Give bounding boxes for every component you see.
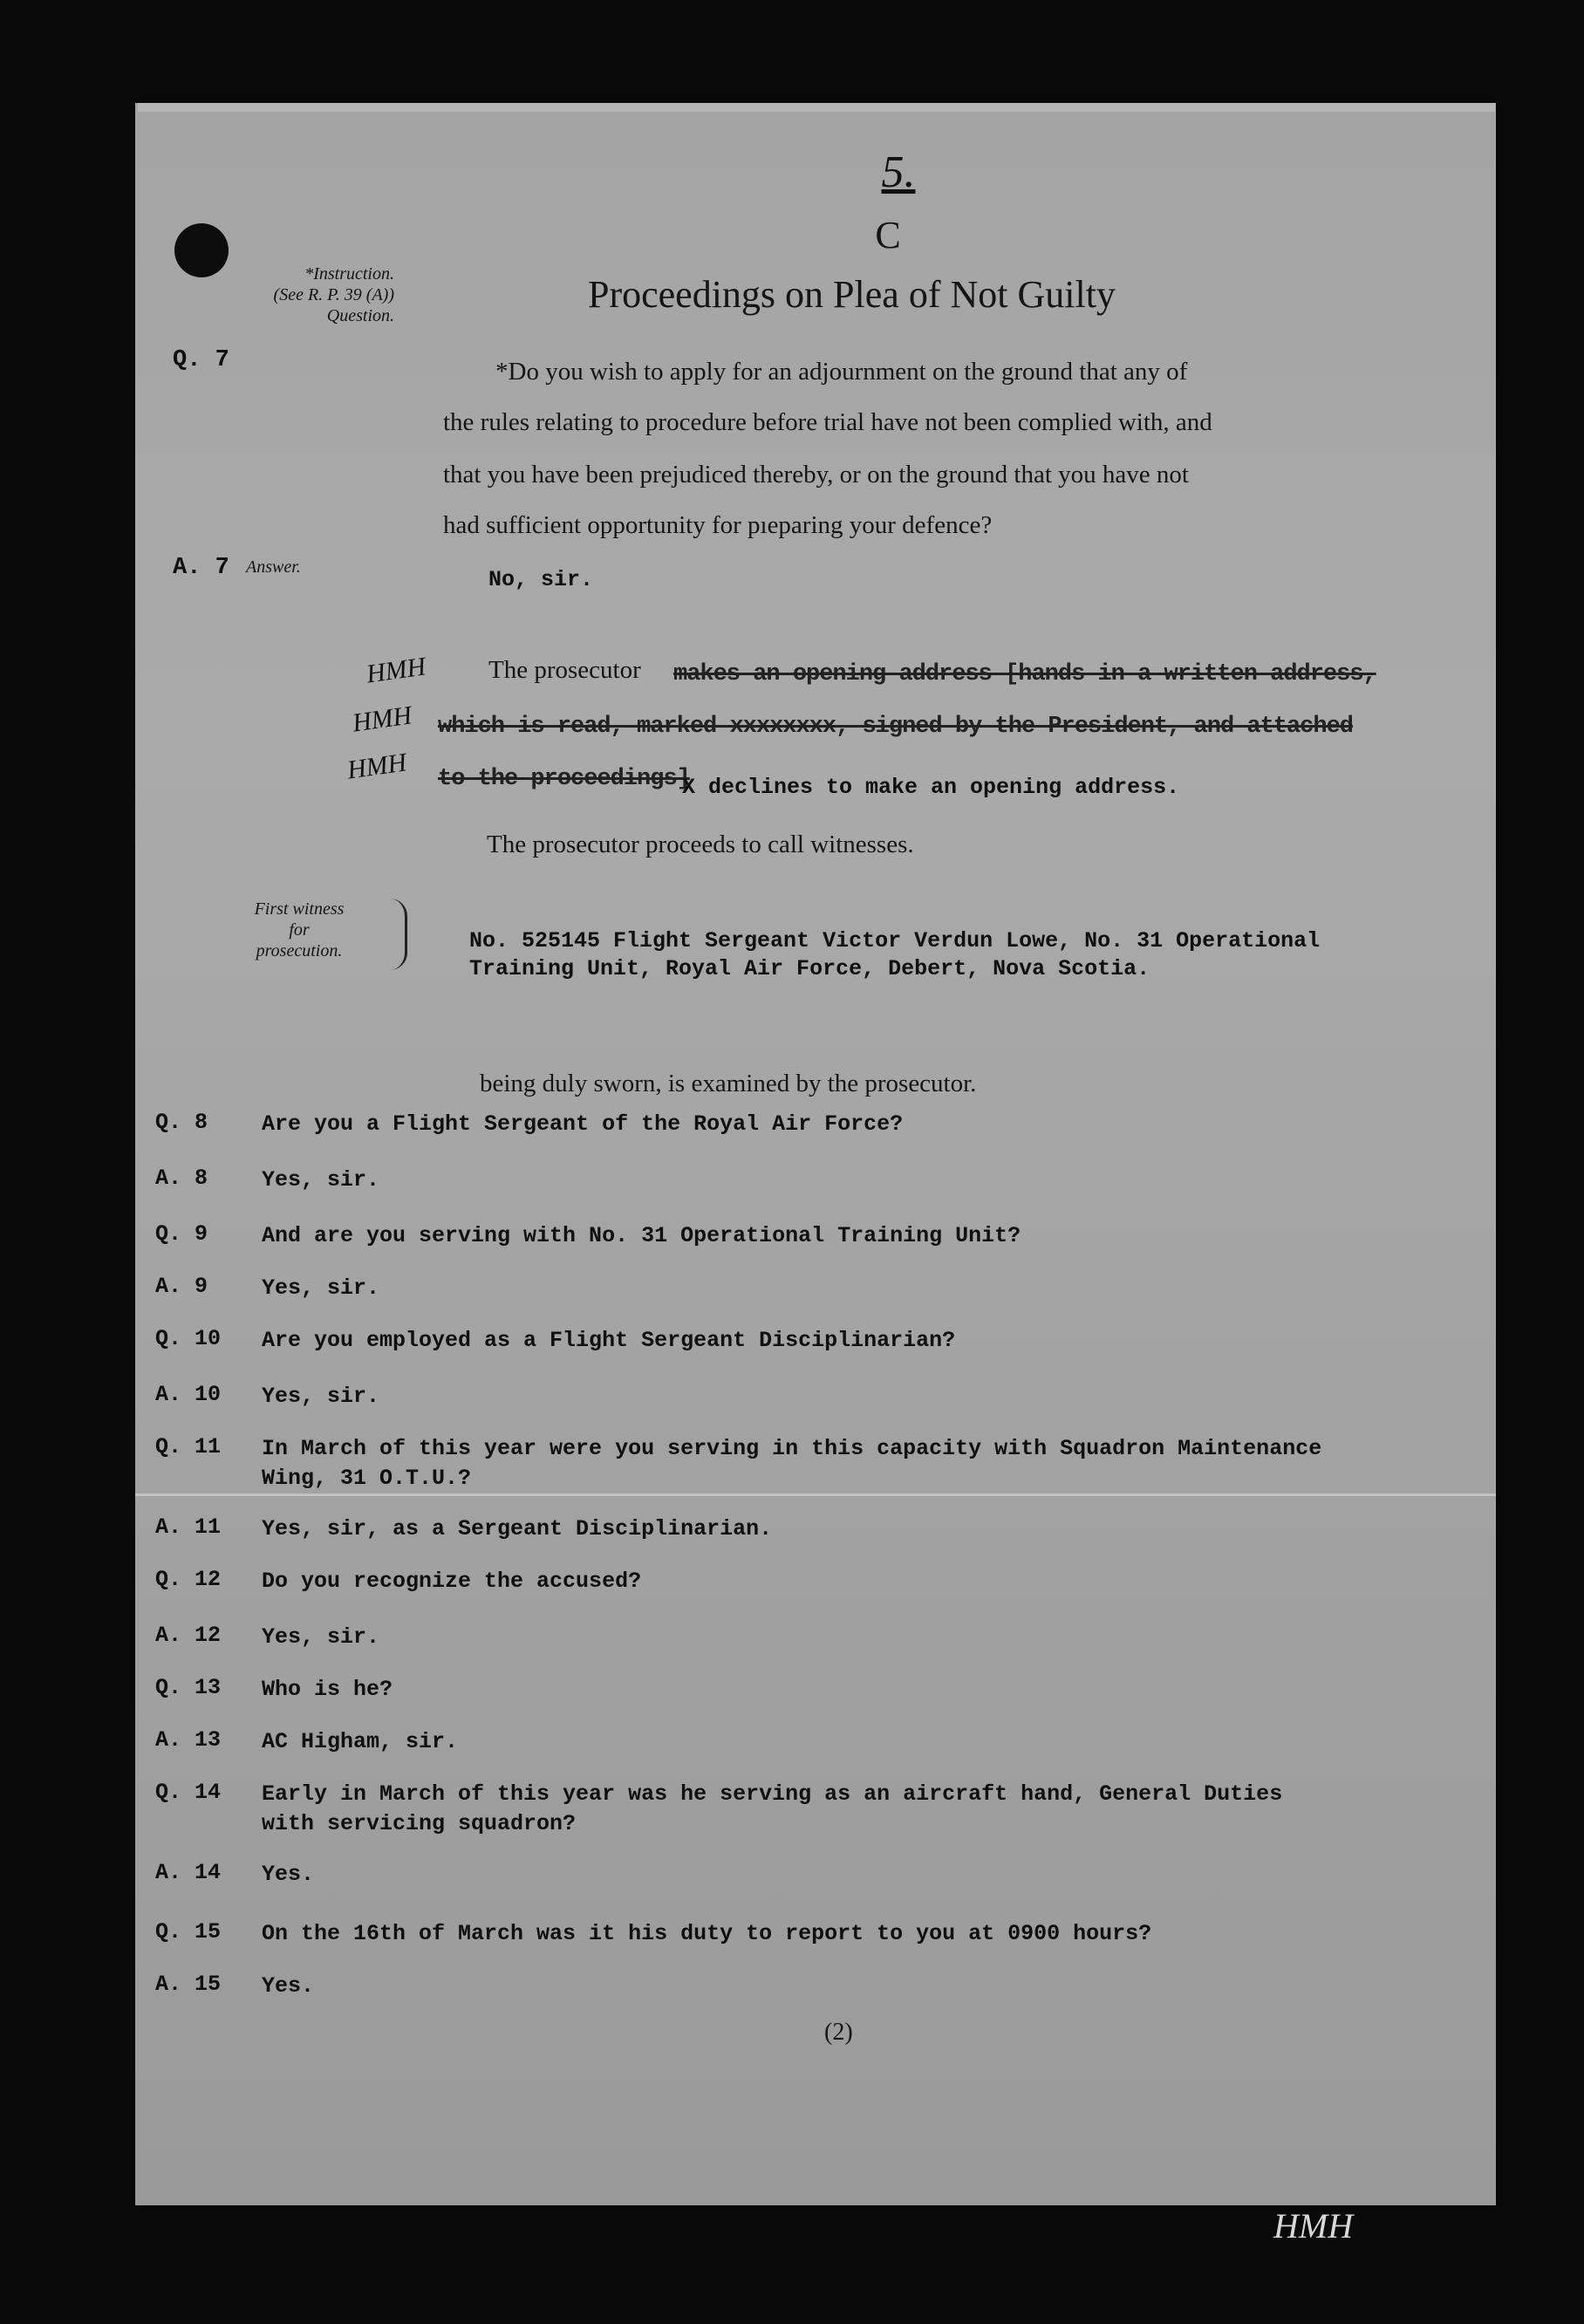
handwritten-initials: HMH bbox=[345, 748, 409, 785]
struck-text: to the proceedings] bbox=[438, 766, 690, 792]
handwritten-signature: HMH bbox=[1273, 2206, 1354, 2245]
qa-label: A. 12 bbox=[155, 1623, 222, 1648]
qa-label: A. 14 bbox=[155, 1860, 222, 1885]
qa-label: Q. 13 bbox=[155, 1675, 222, 1700]
witness-note-line: First witness bbox=[254, 899, 345, 919]
page-title: Proceedings on Plea of Not Guilty bbox=[588, 273, 1116, 316]
answer-7-label: A. 7 bbox=[173, 555, 229, 581]
witness-brace bbox=[389, 899, 407, 970]
margin-note-line: *Instruction. bbox=[304, 264, 394, 284]
qa-label: A. 11 bbox=[155, 1514, 222, 1540]
qa-text: Yes, sir. bbox=[262, 1275, 380, 1301]
qa-text: Early in March of this year was he serving as an aircraft hand, General Duties with servicing squadron? bbox=[262, 1781, 1283, 1836]
qa-label: Q. 14 bbox=[155, 1780, 222, 1805]
qa-label: Q. 9 bbox=[155, 1221, 208, 1247]
qa-label: A. 9 bbox=[155, 1274, 208, 1299]
qa-label: A. 10 bbox=[155, 1382, 222, 1407]
qa-text: AC Higham, sir. bbox=[262, 1729, 459, 1754]
qa-text: On the 16th of March was it his duty to report to you at 0900 hours? bbox=[262, 1921, 1152, 1946]
qa-text: Are you a Flight Sergeant of the Royal Air Force? bbox=[262, 1111, 904, 1137]
qa-label: Q. 10 bbox=[155, 1326, 222, 1351]
answer-7-text: No, sir. bbox=[488, 567, 594, 592]
witness-margin-note bbox=[229, 899, 370, 961]
qa-text: Yes. bbox=[262, 1973, 315, 1999]
question-7-line: the rules relating to procedure before trial have not been complied with, and bbox=[443, 408, 1212, 436]
question-7-line: had sufficient opportunity for pıeparing your defence? bbox=[443, 511, 993, 539]
qa-text: Yes, sir. bbox=[262, 1624, 380, 1650]
handwritten-page-number: 5. bbox=[881, 147, 916, 197]
qa-label: Q. 15 bbox=[155, 1919, 222, 1945]
prosecutor-address-lead: The prosecutor bbox=[488, 656, 641, 684]
witness-line: No. 525145 Flight Sergeant Victor Verdun Lowe, No. 31 Operational bbox=[469, 928, 1321, 954]
qa-text: Are you employed as a Flight Sergeant Disciplinarian? bbox=[262, 1328, 956, 1353]
qa-label: Q. 8 bbox=[155, 1110, 208, 1135]
qa-label: A. 8 bbox=[155, 1165, 208, 1191]
struck-text: which is read, marked xxxxxxxx, signed by the President, and attached bbox=[438, 714, 1353, 740]
qa-text: Yes, sir. bbox=[262, 1167, 380, 1193]
qa-label: Q. 11 bbox=[155, 1434, 222, 1459]
qa-text: Yes, sir, as a Sergeant Disciplinarian. bbox=[262, 1516, 773, 1541]
handwritten-initials: HMH bbox=[350, 701, 414, 738]
qa-text: Do you recognize the accused? bbox=[262, 1569, 642, 1594]
punch-hole bbox=[174, 223, 229, 277]
section-letter: C bbox=[875, 214, 901, 256]
margin-note-line: (See R. P. 39 (A)) bbox=[273, 285, 394, 304]
qa-label: Q. 12 bbox=[155, 1567, 222, 1592]
witness-line: Training Unit, Royal Air Force, Debert, Nova Scotia. bbox=[469, 956, 1150, 981]
handwritten-initials: HMH bbox=[364, 652, 428, 689]
qa-label: A. 15 bbox=[155, 1972, 222, 1997]
witness-note-line: for bbox=[289, 920, 310, 940]
page-top-edge bbox=[138, 103, 1495, 112]
sworn-text: being duly sworn, is examined by the prosecutor. bbox=[480, 1070, 977, 1097]
call-witnesses-text: The prosecutor proceeds to call witnesses. bbox=[487, 830, 914, 858]
qa-text: And are you serving with No. 31 Operational Training Unit? bbox=[262, 1223, 1021, 1248]
question-7-line: that you have been prejudiced thereby, or on the ground that you have not bbox=[443, 461, 1189, 489]
struck-text: makes an opening address [hands in a written address, bbox=[673, 661, 1376, 687]
footer-page-number: (2) bbox=[824, 2019, 853, 2046]
qa-text: In March of this year were you serving in this capacity with Squadron Maintenance Wing, 31 O.T.U.? bbox=[262, 1436, 1322, 1491]
margin-note-line: Question. bbox=[326, 306, 394, 325]
instruction-margin-note bbox=[272, 263, 394, 326]
declines-text: X declines to make an opening address. bbox=[682, 775, 1180, 800]
answer-margin-note: Answer. bbox=[246, 557, 301, 577]
qa-label: A. 13 bbox=[155, 1727, 222, 1753]
question-7-label: Q. 7 bbox=[173, 347, 229, 373]
qa-text: Yes, sir. bbox=[262, 1384, 380, 1409]
qa-text: Yes. bbox=[262, 1862, 315, 1887]
question-7-line: *Do you wish to apply for an adjournment on the ground that any of bbox=[495, 358, 1188, 386]
qa-text: Who is he? bbox=[262, 1677, 393, 1702]
witness-note-line: prosecution. bbox=[256, 941, 343, 960]
page-fold-line bbox=[135, 1494, 1496, 1496]
